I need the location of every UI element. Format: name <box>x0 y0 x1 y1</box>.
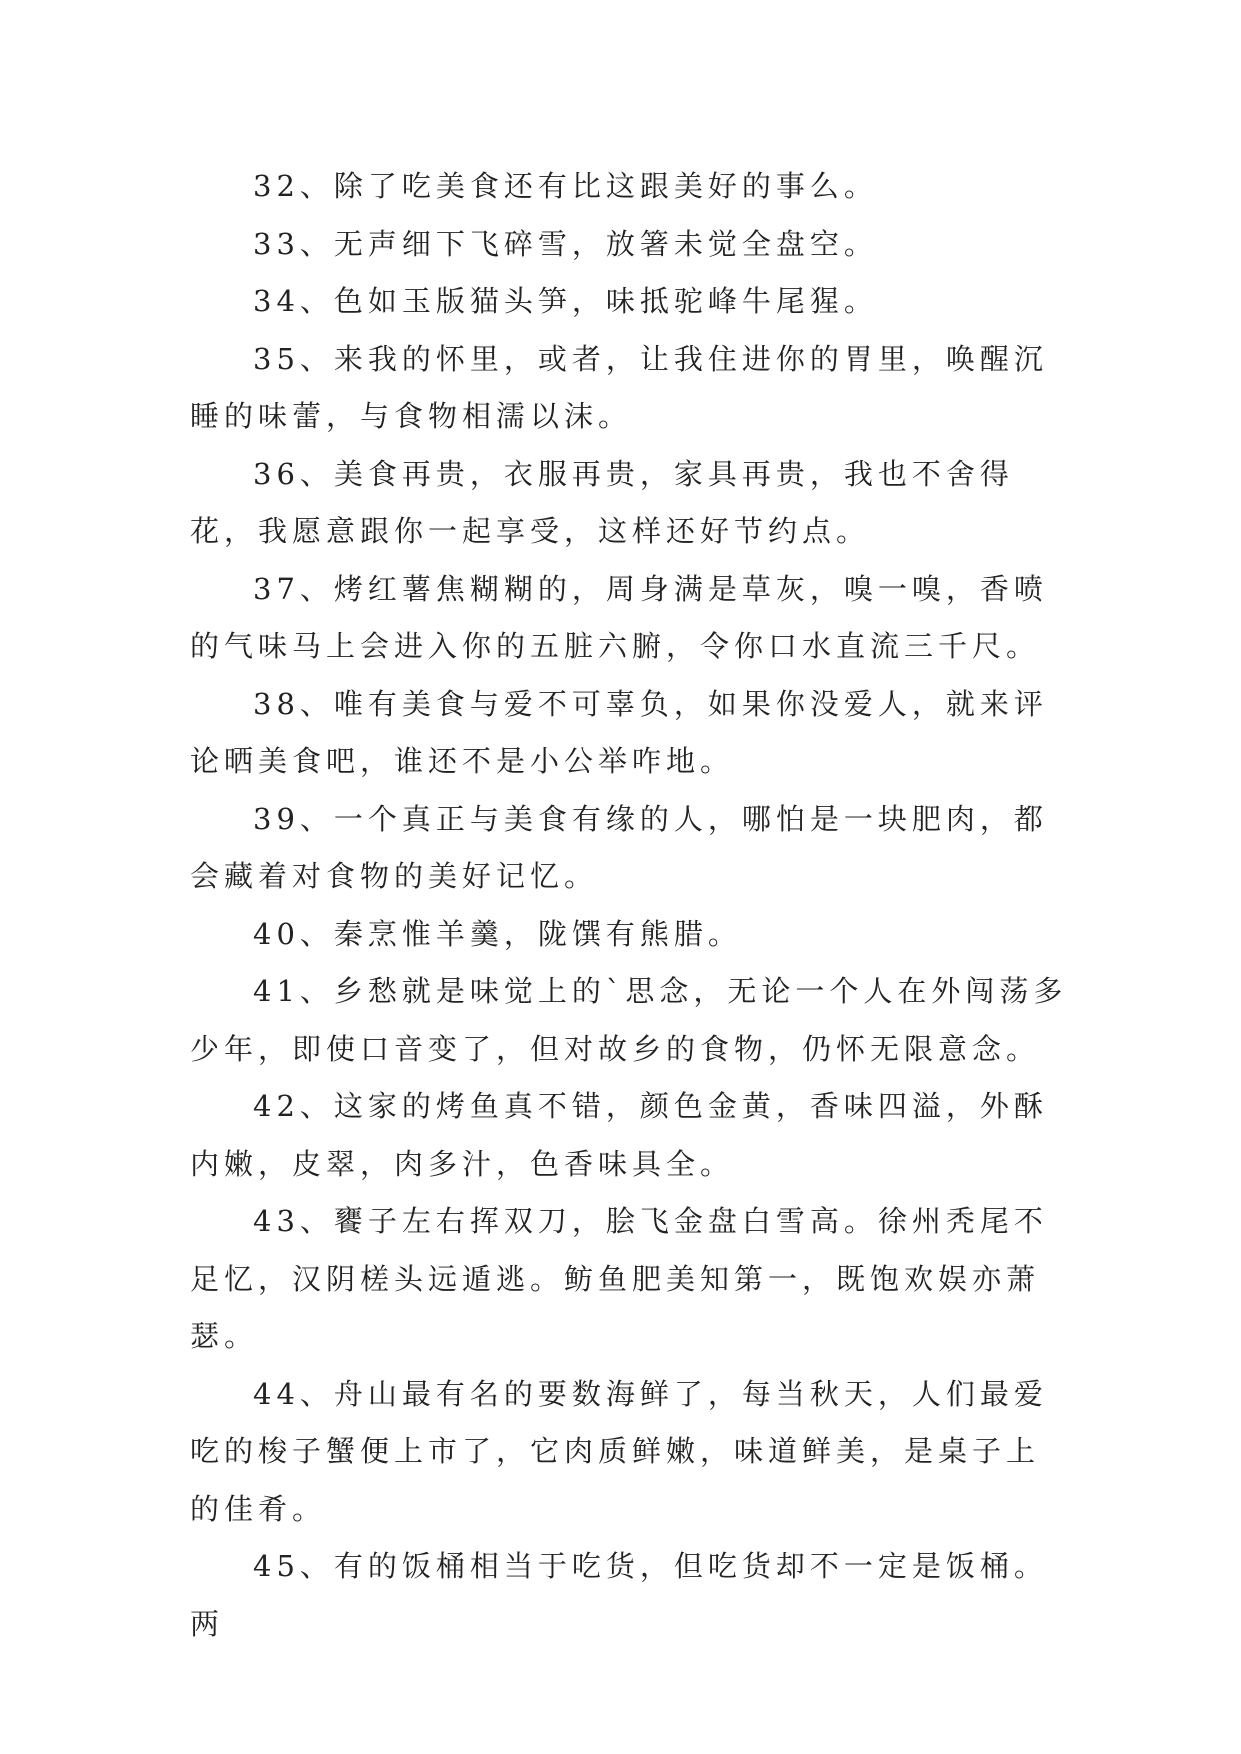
paragraph-39: 39、一个真正与美食有缘的人，哪怕是一块肥肉，都会藏着对食物的美好记忆。 <box>190 801 1048 893</box>
document-body <box>190 158 1070 1653</box>
paragraph-36: 36、美食再贵，衣服再贵，家具再贵，我也不舍得花，我愿意跟你一起享受，这样还好节约点。 <box>190 456 1014 548</box>
paragraph-40: 40、秦烹惟羊羹，陇馔有熊腊。 <box>253 916 742 951</box>
paragraph-32: 32、除了吃美食还有比这跟美好的事么。 <box>253 169 878 203</box>
paragraph-42: 42、这家的烤鱼真不错，颜色金黄，香味四溢，外酥内嫩，皮翠，肉多汁，色香味具全。 <box>190 1089 1048 1181</box>
paragraph-34: 34、色如玉版猫头笋，味抵驼峰牛尾猩。 <box>253 284 878 318</box>
paragraph-37: 37、烤红薯焦糊糊的，周身满是草灰，嗅一嗅，香喷的气味马上会进入你的五脏六腑，令你口水直流三千尺。 <box>190 571 1048 663</box>
paragraph-41: 41、乡愁就是味觉上的`思念，无论一个人在外闯荡多少年，即使口音变了，但对故乡的食物，仍怀无限意念。 <box>190 974 1068 1066</box>
paragraph-44: 44、舟山最有名的要数海鲜了，每当秋天，人们最爱吃的梭子蟹便上市了，它肉质鲜嫩，味道鲜美，是桌子上的佳肴。 <box>190 1376 1048 1526</box>
paragraph-38: 38、唯有美食与爱不可辜负，如果你没爱人，就来评论晒美食吧，谁还不是小公举咋地。 <box>190 686 1048 778</box>
paragraph-43: 43、饔子左右挥双刀，脍飞金盘白雪高。徐州秃尾不足忆，汉阴槎头远遁逃。鲂鱼肥美知第一，既饱欢娱亦萧瑟。 <box>190 1204 1048 1353</box>
paragraph-33: 33、无声细下飞碎雪，放箸未觉全盘空。 <box>253 226 878 261</box>
paragraph-45: 45、有的饭桶相当于吃货，但吃货却不一定是饭桶。两 <box>190 1549 1048 1641</box>
paragraph-35: 35、来我的怀里，或者，让我住进你的胃里，唤醒沉睡的味蕾，与食物相濡以沫。 <box>190 341 1048 433</box>
